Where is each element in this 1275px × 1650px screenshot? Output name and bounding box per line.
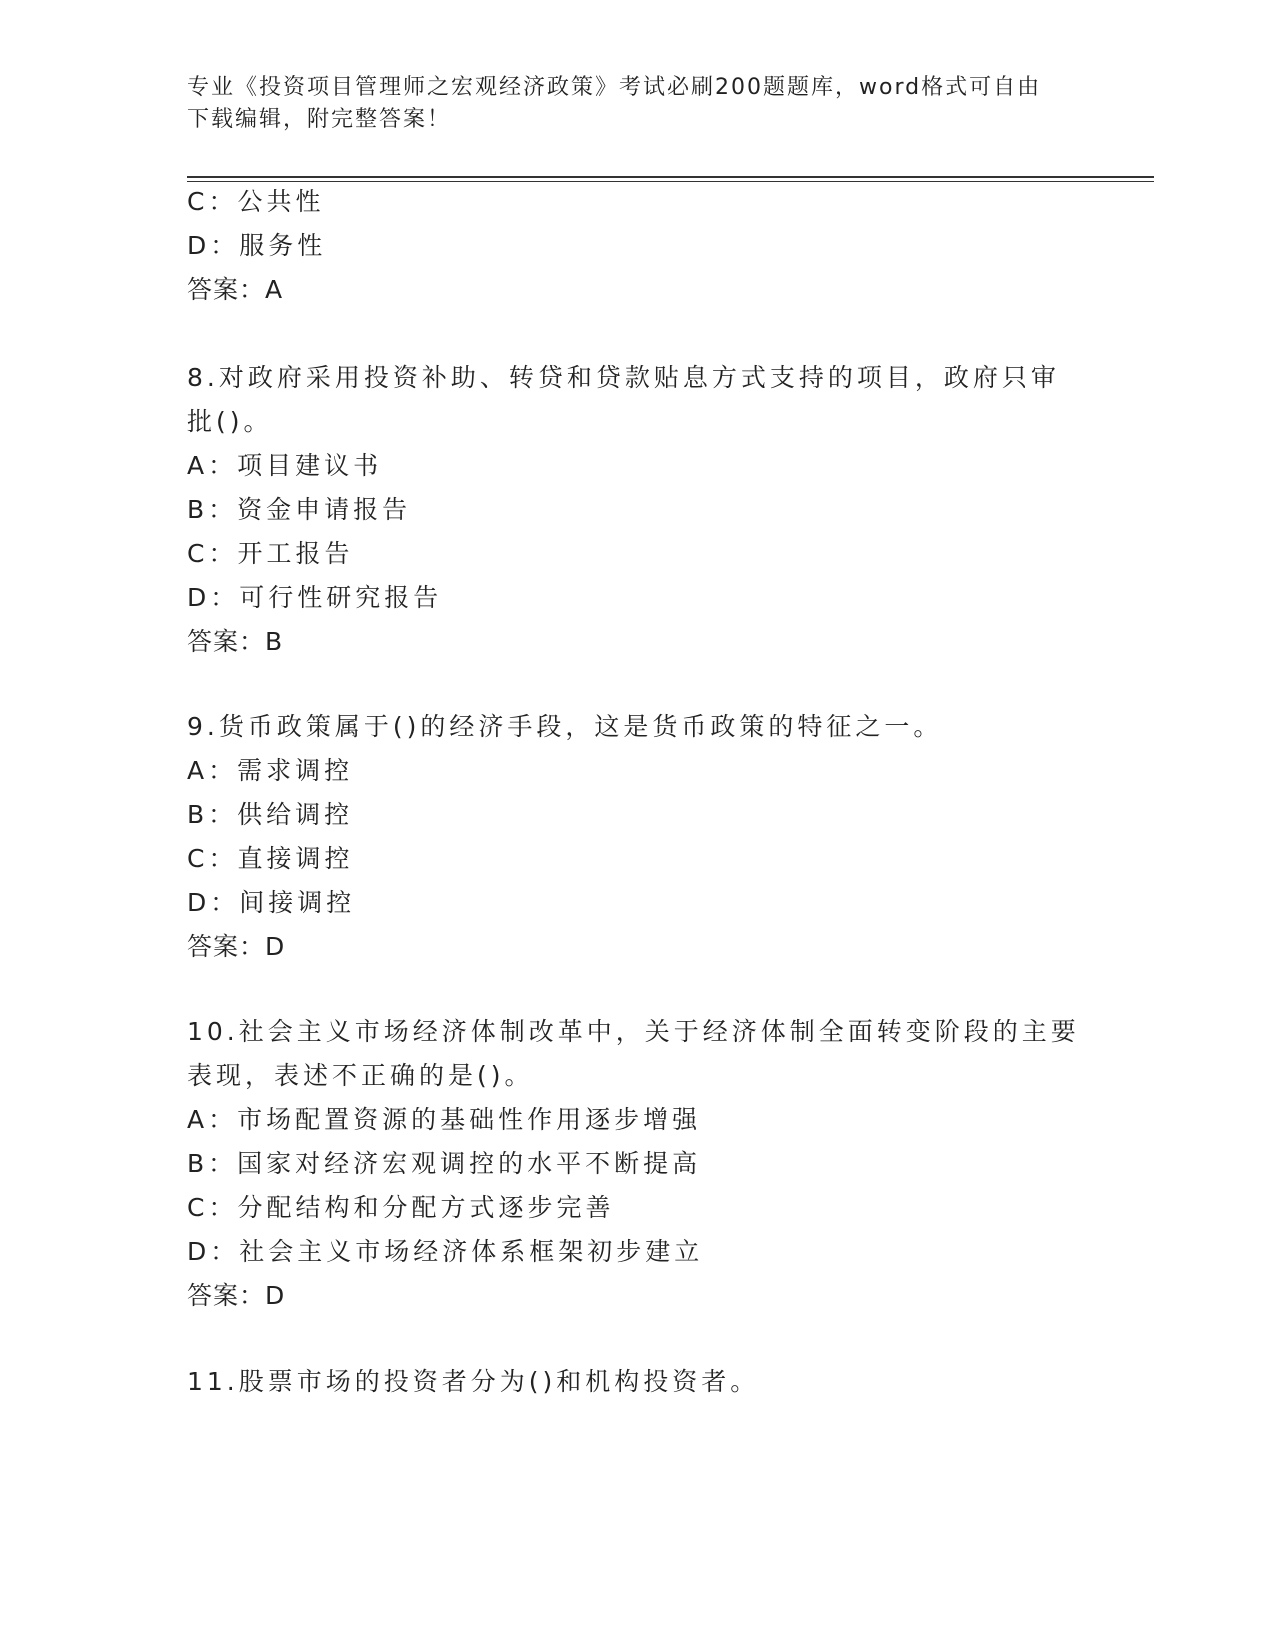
header-divider-thin — [187, 181, 1154, 182]
q10-option-b: B：国家对经济宏观调控的水平不断提高 — [187, 1149, 702, 1178]
q8-answer: 答案：B — [187, 627, 284, 656]
q7-option-d: D：服务性 — [187, 231, 327, 260]
q7-answer: 答案：A — [187, 275, 284, 304]
q10-stem-line-2: 表现，表述不正确的是()。 — [187, 1061, 534, 1090]
q9-option-c: C：直接调控 — [187, 844, 354, 873]
q10-option-d: D：社会主义市场经济体系框架初步建立 — [187, 1237, 704, 1266]
q11-stem: 11.股票市场的投资者分为()和机构投资者。 — [187, 1367, 760, 1396]
q8-option-d: D：可行性研究报告 — [187, 583, 443, 612]
header-divider-thick — [187, 176, 1154, 178]
q8-option-a: A：项目建议书 — [187, 451, 383, 480]
q7-option-c: C：公共性 — [187, 187, 325, 216]
q10-option-c: C：分配结构和分配方式逐步完善 — [187, 1193, 615, 1222]
q8-option-b: B：资金申请报告 — [187, 495, 412, 524]
header-line-1: 专业《投资项目管理师之宏观经济政策》考试必刷200题题库，word格式可自由 — [187, 75, 1042, 100]
q10-option-a: A：市场配置资源的基础性作用逐步增强 — [187, 1105, 702, 1134]
header-line-2: 下载编辑，附完整答案！ — [187, 107, 452, 132]
q9-answer: 答案：D — [187, 932, 286, 961]
q10-answer: 答案：D — [187, 1281, 286, 1310]
q9-option-b: B：供给调控 — [187, 800, 354, 829]
q8-stem-line-1: 8.对政府采用投资补助、转贷和贷款贴息方式支持的项目，政府只审 — [187, 363, 1060, 392]
q9-stem: 9.货币政策属于()的经济手段，这是货币政策的特征之一。 — [187, 712, 943, 741]
q9-option-d: D：间接调控 — [187, 888, 356, 917]
q8-stem-line-2: 批()。 — [187, 407, 273, 436]
q8-option-c: C：开工报告 — [187, 539, 354, 568]
q9-option-a: A：需求调控 — [187, 756, 354, 785]
document-header — [187, 72, 1067, 136]
q10-stem-line-1: 10.社会主义市场经济体制改革中，关于经济体制全面转变阶段的主要 — [187, 1017, 1080, 1046]
